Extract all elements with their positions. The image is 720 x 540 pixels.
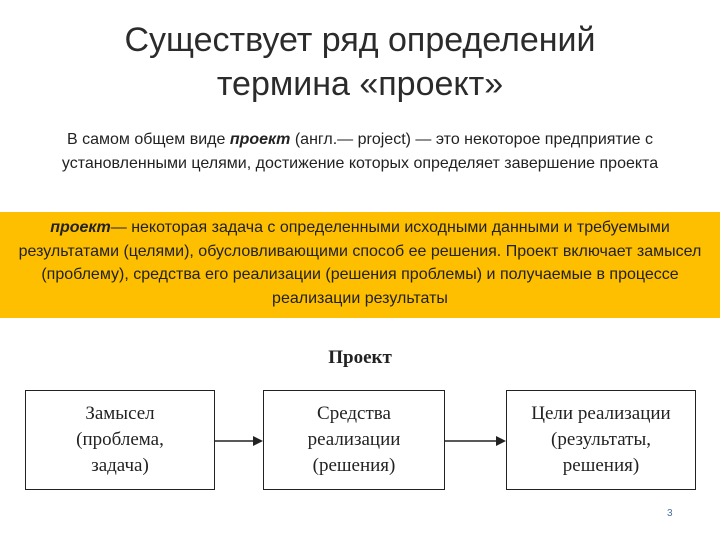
intro-text-after: (англ.— project) — это некоторое предприятие с установленными целями, достижение которых определяет завершение проекта (61, 131, 659, 172)
box-idea-line-1: Замысел (85, 403, 155, 424)
slide-title-line-1: Существует ряд определений (124, 21, 596, 59)
box-goals-line-2: (результаты, (551, 429, 651, 450)
diagram-title: Проект (328, 347, 392, 368)
slide-title-line-2: термина «проект» (216, 65, 504, 103)
box-means-line-3: (решения) (312, 455, 396, 476)
definition-text: — некоторая задача с определенными исходными данными и требуемыми результатами (целями), обусловливающими способ ее решения. Проект включает замысел (проблему), средства его реализации (решения проблемы) и получаемые в процессе реализации результаты (18, 219, 702, 307)
intro-text-before: В самом общем виде (66, 131, 230, 148)
intro-paragraph (6, 128, 714, 176)
arrow-right-icon (215, 433, 263, 449)
arrow-right-icon (445, 433, 506, 449)
diagram-box-means (263, 390, 445, 490)
diagram-box-idea (25, 390, 215, 490)
page-number: 3 (667, 508, 673, 519)
diagram-box-goals (506, 390, 696, 490)
definition-paragraph (8, 216, 712, 310)
intro-term: проект (229, 131, 291, 148)
box-goals-line-1: Цели реализации (531, 403, 671, 424)
slide-title (0, 18, 720, 106)
box-goals-line-3: решения) (562, 455, 640, 476)
box-means-line-1: Средства (317, 403, 391, 424)
box-means-line-2: реализации (307, 429, 401, 450)
box-idea-line-3: задача) (91, 455, 149, 476)
definition-term: проект (50, 219, 111, 236)
box-idea-line-2: (проблема, (76, 429, 164, 450)
